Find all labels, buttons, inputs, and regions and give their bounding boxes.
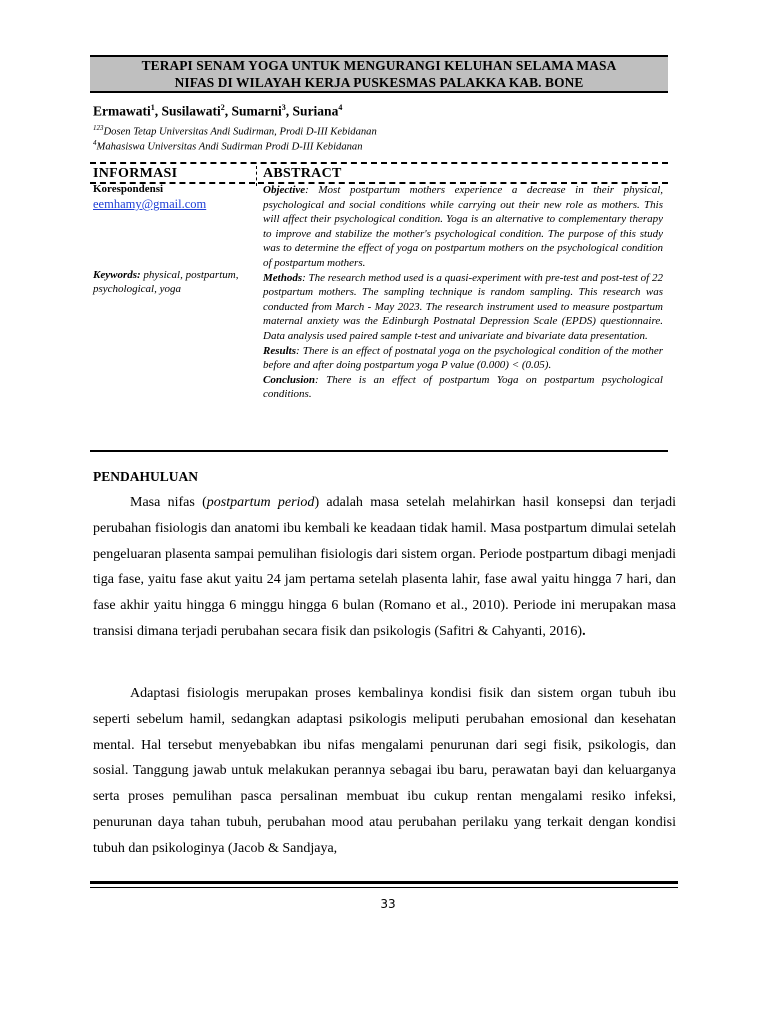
author-4-sup: 4 [338, 103, 343, 112]
author-3: Sumarni [231, 103, 282, 119]
correspondence-email[interactable]: eemhamy@gmail.com [93, 197, 207, 211]
paragraph-1 [93, 490, 676, 645]
p1-rest: ) adalah masa setelah melahirkan hasil konsepsi dan terjadi perubahan fisiologis dan anatomi ibu kembali ke keadaan tidak hamil. Masa postpartum dimulai setelah pengeluaran plasenta sampai pemulihan fisiologis dari sistem organ. Periode postpartum dibagi menjadi tiga fase, yaitu fase akut yaitu 24 jam pertama setelah plasenta lahir, fase awal yaitu hingga 7 hari, dan fase akhir yaitu hingga 6 minggu hingga 6 bulan (Romano et al., 2010). Periode ini merupakan masa transisi dimana terjadi perubahan secara fisik dan psikologis (Safitri & Cahyanti, 2016) [93, 495, 677, 639]
affiliation-2-text: Mahasiswa Universitas Andi Sudirman Prodi D-III Kebidanan [96, 141, 363, 153]
title-line-2: NIFAS DI WILAYAH KERJA PUSKESMAS PALAKKA KAB. BONE [174, 75, 584, 90]
keywords-text: physical, postpartum, psychological, yoga [93, 269, 239, 295]
abstract-body [263, 183, 663, 402]
results-text: : There is an effect of postnatal yoga on the psychological condition of the mother before and after doing postpartum yoga P value (0.000) < (0.05). [263, 344, 663, 372]
author-list: Ermawati$^1$, Susilawati$^2$, Sumarni$^3$, Suriana$^4$ [93, 103, 343, 119]
author-1-sup: 1 [150, 103, 155, 112]
objective-text: : Most postpartum mothers experience a decrease in their physical, psychological and social conditions while carrying out their new role as mothers. This will affect their psychological condition. Yoga is an alternative to complementary therapy to improve and stabilize the mother's psychological condition. The purpose of this study was to determine the effect of yoga on postpartum mothers on the psychological condition of postpartum mothers. [263, 184, 663, 269]
p2-text: Adaptasi fisiologis merupakan proses kembalinya kondisi fisik dan sistem organ tubuh ibu seperti sebelum hamil, sedangkan adaptasi psikologis meliputi perubahan emosional dan kesehatan mental. Hal tersebut menyebabkan ibu nifas mengalami penurunan dari segi fisik, psikologis, dan sosial. Tanggung jawab untuk melakukan perannya sebagai ibu baru, perawatan bayi dan keluarganya serta proses pemulihan pasca persalinan membuat ibu cukup rentan mengalami resiko infeksi, penurunan daya tahan tubuh, perubahan mood atau perubahan perilaku yang terkait dengan kondisi tubuh dan psikologinya (Jacob & Sandjaya, [93, 686, 676, 856]
author-1: Ermawati [93, 103, 151, 119]
paper-title [90, 55, 668, 93]
affiliation-2-sup: 4 [93, 139, 97, 147]
divider-top [90, 162, 668, 164]
affiliation-1 [93, 124, 377, 138]
abstract-methods [263, 271, 663, 344]
conclusion-text: : There is an effect of postpartum Yoga on postpartum psychological conditions. [263, 373, 663, 401]
footer-rule-thick [90, 881, 678, 884]
keywords-label: Keywords: [93, 269, 141, 281]
keywords [93, 268, 243, 296]
abstract-bottom-rule [90, 450, 668, 452]
objective-label: Objective [263, 184, 306, 196]
abstract-results [263, 344, 663, 373]
footer-rule-thin [90, 887, 678, 888]
paragraph-2 [93, 681, 676, 862]
author-2: Susilawati [161, 103, 221, 119]
p1-end: . [582, 623, 586, 639]
p1-start: Masa nifas ( [130, 495, 207, 510]
title-line-1: TERAPI SENAM YOGA UNTUK MENGURANGI KELUHAN SELAMA MASA [141, 58, 617, 73]
author-2-sup: 2 [220, 103, 225, 112]
author-4: Suriana [292, 103, 339, 119]
section-title: PENDAHULUAN [93, 469, 199, 484]
abstract-heading: ABSTRACT [263, 166, 342, 181]
p1-italic: postpartum period [206, 495, 315, 510]
affiliation-1-sup: 123 [93, 124, 104, 132]
author-3-sup: 3 [281, 103, 286, 112]
column-divider [256, 166, 257, 186]
abstract-objective [263, 183, 663, 271]
affiliation-2 [93, 139, 363, 153]
page-number: 33 [380, 897, 396, 911]
results-label: Results [263, 344, 297, 357]
conclusion-label: Conclusion [263, 373, 315, 386]
methods-label: Methods [263, 271, 303, 284]
info-heading: INFORMASI [93, 166, 178, 181]
methods-text: : The research method used is a quasi-experiment with pre-test and post-test of 22 postpartum mothers. The sampling technique is random sampling. This research was conducted from March - May 2023. The research instrument used to measure postpartum maternal anxiety was the Edinburgh Postnatal Depression Scale (EPDS) questionnaire. Data analysis used paired sample t-test and univariate and bivariate data presentation. [263, 271, 663, 342]
abstract-conclusion [263, 373, 663, 402]
correspondence-label: Korespondensi [93, 183, 164, 195]
affiliation-1-text: Dosen Tetap Universitas Andi Sudirman, Prodi D-III Kebidanan [103, 126, 377, 138]
